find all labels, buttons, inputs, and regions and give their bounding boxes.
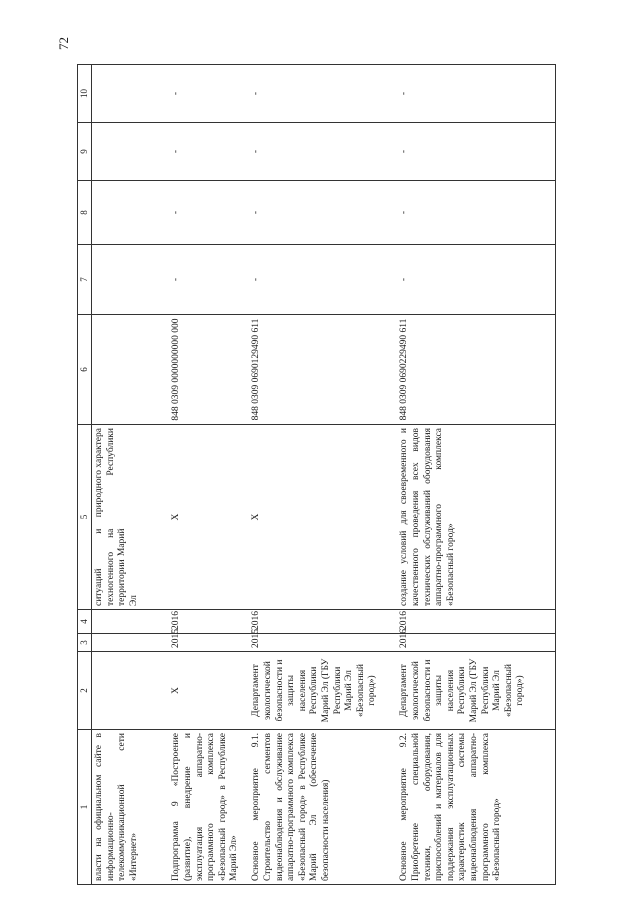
cell-col8: - [169,181,249,245]
col-header-9: 9 [78,123,92,181]
col-header-3: 3 [78,634,92,652]
cell-responsible: Департамент экологической безопасности и защиты населения Республики Марий Эл (ГБУ Республики Марий Эл «Безопасный город») [249,652,397,730]
cell-col10: - [249,65,397,123]
cell-col7: - [249,245,397,315]
cell-budget-code: 848 0309 0690229490 611 [397,315,555,425]
cell-expected-result-mark: Х [171,513,182,521]
cell-col9: - [169,123,249,181]
col-header-2: 2 [78,652,92,730]
col-header-10: 10 [78,65,92,123]
cell-col9 [91,123,169,181]
cell-col7 [91,245,169,315]
col-header-1: 1 [78,730,92,885]
cell-budget-code: 848 0309 0690129490 611 [249,315,397,425]
cell-description: Основное мероприятие 9.1. Строительство сегментов видеонаблюдения и обслуживание аппаратно-программного комплекса «Безопасный город» в Республике Марий Эл (обеспечение безопасности населения) [249,730,397,885]
cell-end-year: 2016 [169,610,249,634]
col-header-6: 6 [78,315,92,425]
table-header-row [78,65,92,885]
cell-expected-result: создание условий для своевременного и качественного проведения всех видов технических обслуживаний оборудования аппаратно-программного комплекса «Безопасный город» [397,425,555,610]
table-row [249,65,397,885]
cell-col8: - [397,181,555,245]
cell-start-year: 2015 [169,634,249,652]
col-header-5: 5 [78,425,92,610]
cell-expected-result [91,425,169,610]
cell-description: власти на официальном сайте в информационно-телекоммуникационной сети «Интернет» [91,730,169,885]
cell-col10: - [169,65,249,123]
cell-end-year: 2016 [397,610,555,634]
cell-col8 [91,181,169,245]
cell-description: Подпрограмма 9 «Построение (развитие), внедрение и эксплуатация аппаратно-программного комплекса «Безопасный город» в Республике Марий Эл» [169,730,249,885]
table-row [397,65,555,885]
cell-expected-result [169,425,249,610]
cell-col10: - [397,65,555,123]
cell-budget-code [91,315,169,425]
table-row [169,65,249,885]
cell-description: Основное мероприятие 9.2. Приобретение специальной техники, оборудования, приспособлений и материалов для поддержания эксплуатационных характеристик системы видеонаблюдения аппаратно-программного комплекса «Безопасный город» [397,730,555,885]
cell-responsible: Департамент экологической безопасности и защиты населения Республики Марий Эл (ГБУ Республики Марий Эл «Безопасный город») [397,652,555,730]
program-table [77,64,556,885]
col-header-7: 7 [78,245,92,315]
table-row [91,65,169,885]
cell-col7: - [397,245,555,315]
cell-col10 [91,65,169,123]
cell-col9: - [397,123,555,181]
cell-start-year [91,634,169,652]
cell-col7: - [169,245,249,315]
cell-start-year: 2015 [249,634,397,652]
cell-responsible [91,652,169,730]
cell-start-year: 2016 [397,634,555,652]
cell-expected-result [249,425,397,610]
cell-responsible: Х [169,652,249,730]
page-number: 72 [56,37,71,50]
col-header-4: 4 [78,610,92,634]
cell-end-year [91,610,169,634]
cell-col8: - [249,181,397,245]
cell-budget-code: 848 0309 0000000000 000 [169,315,249,425]
cell-expected-result-left: ситуаций и техногенного на территории Марий Эл [93,528,139,606]
cell-end-year: 2016 [249,610,397,634]
col-header-8: 8 [78,181,92,245]
cell-expected-result-mark: Х [251,513,262,521]
cell-expected-result-right: природного характера Республики [93,428,116,518]
cell-col9: - [249,123,397,181]
